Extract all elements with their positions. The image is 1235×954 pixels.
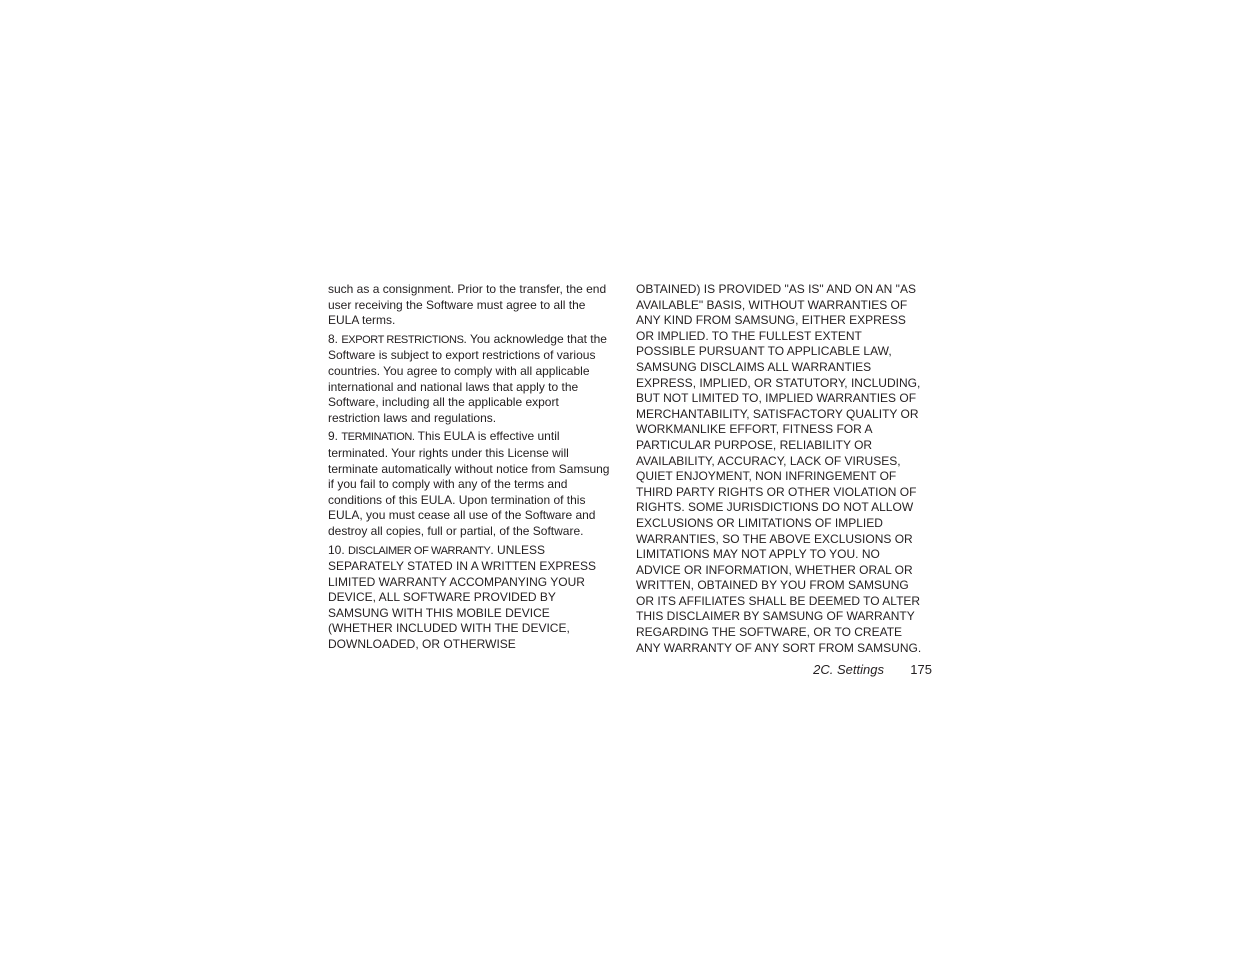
section-body: . UNLESS SEPARATELY STATED IN A WRITTEN EXPRESS LIMITED WARRANTY ACCOMPANYING YOUR DEVICE, ALL SOFTWARE PROVIDED BY SAMSUNG WITH THIS MOBILE DEVICE (WHETHER INCLUDED WITH THE DEVICE, DOWNLOADED, OR OTHERWISE bbox=[328, 542, 597, 652]
paragraph-disclaimer-of-warranty bbox=[328, 543, 612, 653]
section-number: 9. bbox=[328, 429, 342, 444]
section-heading-disclaimer-of-warranty: DISCLAIMER OF WARRANTY bbox=[348, 544, 491, 557]
section-number: 8. bbox=[328, 331, 342, 346]
page-number: 175 bbox=[910, 662, 932, 677]
paragraph-warranty-continued: OBTAINED) IS PROVIDED "AS IS" AND ON AN "AS AVAILABLE" BASIS, WITHOUT WARRANTIES OF ANY KIND FROM SAMSUNG, EITHER EXPRESS OR IMPLIED. TO THE FULLEST EXTENT POSSIBLE PURSUANT TO APPLICABLE LAW, SAMSUNG DISCLAIMS ALL WARRANTIES EXPRESS, IMPLIED, OR STATUTORY, INCLUDING, BUT NOT LIMITED TO, IMPLIED WARRANTIES OF MERCHANTABILITY, SATISFACTORY QUALITY OR WORKMANLIKE EFFORT, FITNESS FOR A PARTICULAR PURPOSE, RELIABILITY OR AVAILABILITY, ACCURACY, LACK OF VIRUSES, QUIET ENJOYMENT, NON INFRINGEMENT OF THIRD PARTY RIGHTS OR OTHER VIOLATION OF RIGHTS. SOME JURISDICTIONS DO NOT ALLOW EXCLUSIONS OR LIMITATIONS OF IMPLIED WARRANTIES, SO THE ABOVE EXCLUSIONS OR LIMITATIONS MAY NOT APPLY TO YOU. NO ADVICE OR INFORMATION, WHETHER ORAL OR WRITTEN, OBTAINED BY YOU FROM SAMSUNG OR ITS AFFILIATES SHALL BE DEEMED TO ALTER THIS DISCLAIMER BY SAMSUNG OF WARRANTY REGARDING THE SOFTWARE, OR TO CREATE ANY WARRANTY OF ANY SORT FROM SAMSUNG. bbox=[636, 282, 922, 655]
right-text-column bbox=[636, 282, 924, 659]
section-number: 10. bbox=[328, 542, 349, 557]
paragraph-export-restrictions bbox=[328, 332, 612, 427]
paragraph-termination bbox=[328, 429, 612, 539]
section-body: This EULA is effective until terminated. Your rights under this License will terminate automatically without notice from Samsung if you fail to comply with any of the terms and conditions of this EULA. Upon termination of this EULA, you must cease all use of the Software and destroy all copies, full or partial, of the Software. bbox=[328, 429, 610, 538]
paragraph-consignment: such as a consignment. Prior to the transfer, the end user receiving the Software must agree to all the EULA terms. bbox=[328, 282, 607, 328]
section-heading-export-restrictions: EXPORT RESTRICTIONS bbox=[341, 333, 464, 346]
left-text-column bbox=[328, 282, 612, 656]
page-footer bbox=[800, 662, 934, 680]
section-body: . You acknowledge that the Software is subject to export restrictions of various countries. You agree to comply with all applicable international and national laws that apply to the Software, including all the applicable export restriction laws and regulations. bbox=[328, 331, 607, 425]
footer-section-title: 2C. Settings bbox=[813, 662, 884, 677]
section-heading-termination: TERMINATION. bbox=[341, 431, 415, 444]
